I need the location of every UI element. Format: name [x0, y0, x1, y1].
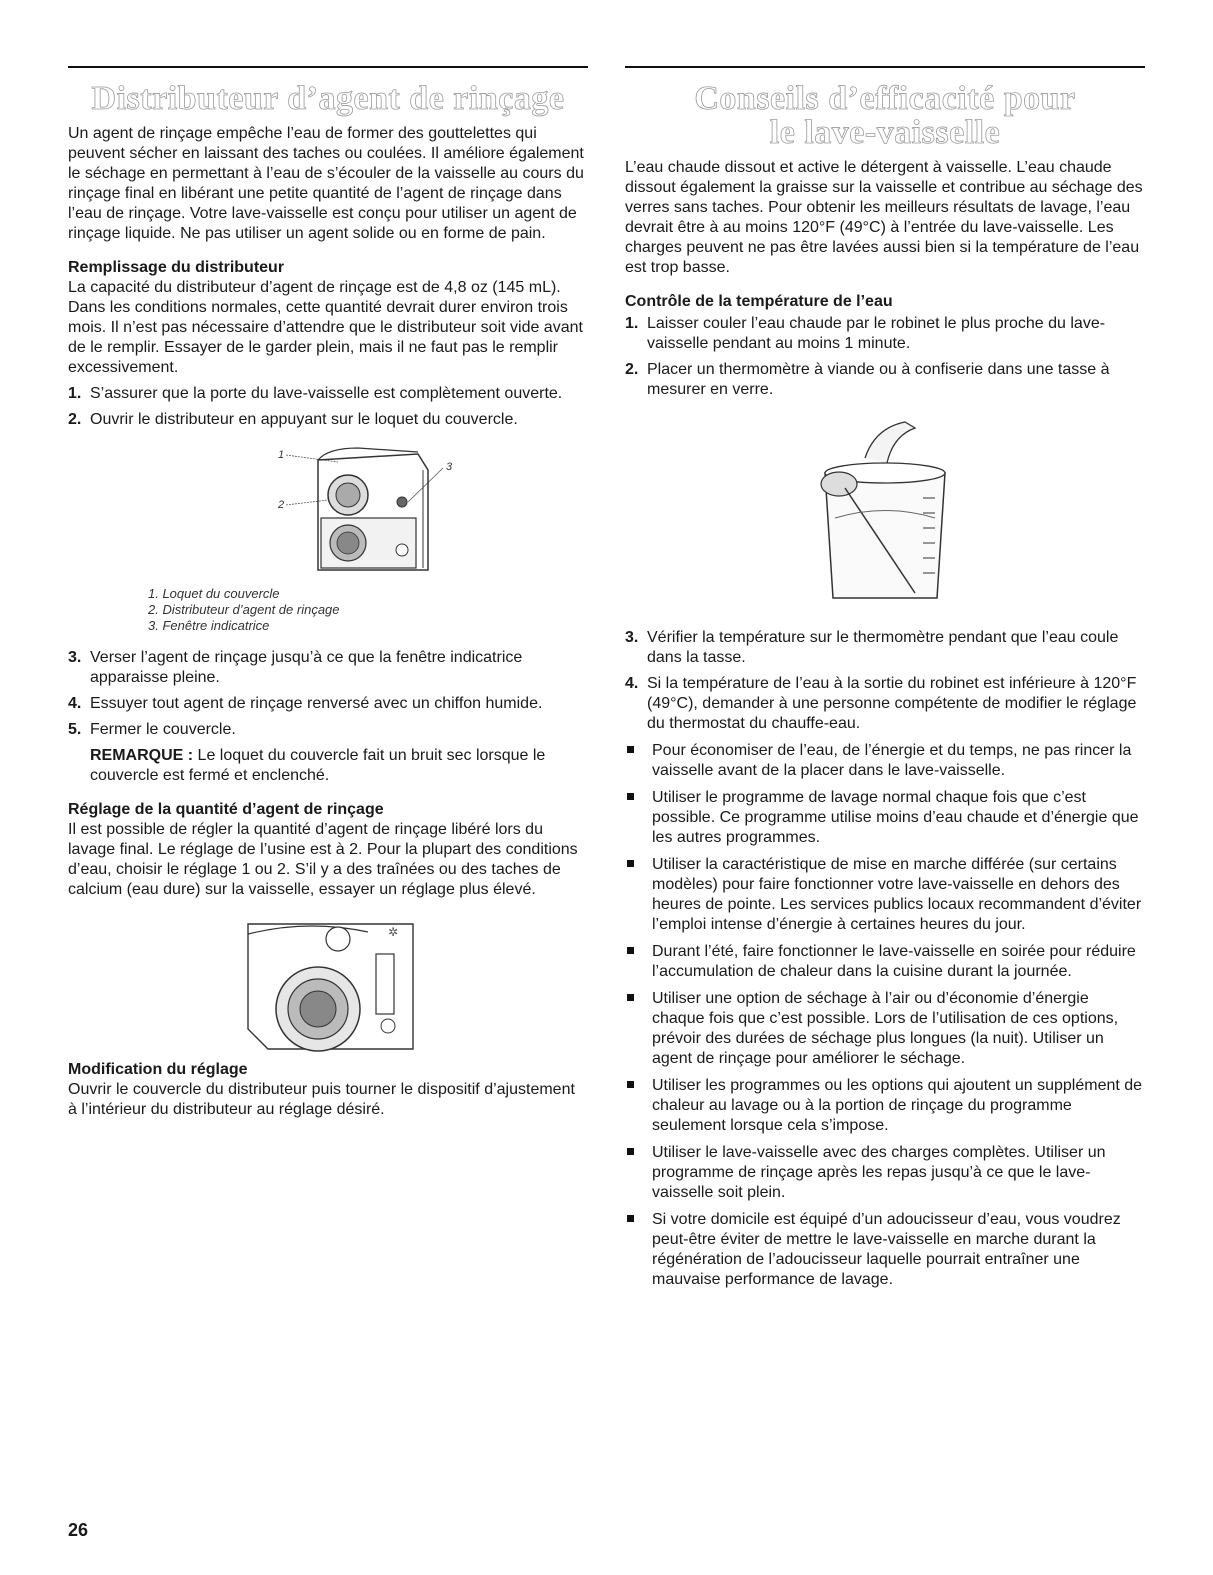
list-item	[625, 741, 1145, 781]
bullet-icon	[625, 1076, 652, 1136]
tip-text: Utiliser le lave-vaisselle avec des charges complètes. Utiliser un programme de rinçage après les repas jusqu’à ce que le lave-vaisselle soit plein.	[652, 1144, 1106, 1201]
tip-text: Utiliser le programme de lavage normal chaque fois que c’est possible. Ce programme utilise moins d’eau chaude et d’énergie que les autres programmes.	[652, 789, 1139, 846]
step-text: Laisser couler l’eau chaude par le robinet le plus proche du lave-vaisselle pendant au moins 1 minute.	[647, 315, 1106, 352]
step-text: Essuyer tout agent de rinçage renversé avec un chiffon humide.	[90, 695, 543, 712]
list-item	[625, 1076, 1145, 1136]
tip-text: Pour économiser de l’eau, de l’énergie et du temps, ne pas rincer la vaisselle avant de la placer dans le lave-vaisselle.	[652, 742, 1132, 779]
fill-heading: Remplissage du distributeur	[68, 259, 285, 276]
note	[68, 746, 588, 786]
list-item	[68, 720, 588, 740]
list-item	[625, 855, 1145, 935]
step-text: Placer un thermomètre à viande ou à confiserie dans une tasse à mesurer en verre.	[647, 361, 1110, 398]
bullet-icon	[625, 741, 652, 781]
legend-item: 3. Fenêtre indicatrice	[148, 618, 270, 633]
rinse-aid-dispenser-illustration	[178, 440, 478, 580]
adjust-text: Il est possible de régler la quantité d’agent de rinçage libéré lors du lavage final. Le réglage de l’usine est à 2. Pour la plupart des conditions d’eau, choisir le réglage 1 ou 2. S’il y a des traînées ou des taches de calcium (eau dure) sur la vaisselle, essayer un réglage plus élevé.	[68, 821, 578, 898]
fill-steps	[68, 384, 588, 430]
step-number: 2.	[68, 411, 82, 428]
tip-text: Durant l’été, faire fonctionner le lave-vaisselle en soirée pour réduire l’accumulation de chaleur dans la cuisine durant la journée.	[652, 943, 1136, 980]
rinse-aid-setting-dial-illustration	[228, 914, 428, 1054]
list-item	[625, 628, 1145, 668]
list-item	[625, 788, 1145, 848]
fill-steps-continued	[68, 648, 588, 740]
fill-text: La capacité du distributeur d’agent de rinçage est de 4,8 oz (145 mL). Dans les conditions normales, cette quantité devrait durer environ trois mois. Il n’est pas nécessaire d’attendre que le distributeur soit vide avant de le remplir. Essayer de le garder plein, mais il ne faut pas le remplir excessivement.	[68, 279, 583, 376]
bullet-icon	[625, 788, 652, 848]
tip-text: Utiliser les programmes ou les options qui ajoutent un supplément de chaleur au lavage ou à la portion de rinçage du programme seulement lorsque cela s’impose.	[652, 1077, 1143, 1134]
measuring-cup-thermometer-illustration	[805, 418, 965, 608]
tip-text: Si votre domicile est équipé d’un adoucisseur d’eau, vous voudrez peut-être éviter de mettre le lave-vaisselle en marche durant la régénération de l’adoucisseur laquelle pourrait entraîner une mauvaise performance de lavage.	[652, 1211, 1121, 1288]
right-column	[625, 66, 1145, 1290]
page-number: 26	[68, 1520, 89, 1540]
step-number: 1.	[625, 315, 639, 332]
bullet-icon	[625, 1143, 652, 1203]
left-column	[68, 66, 588, 1120]
step-text: Fermer le couvercle.	[90, 721, 236, 738]
efficiency-intro: L’eau chaude dissout et active le détergent à vaisselle. L’eau chaude dissout également la graisse sur la vaisselle et contribue au séchage des verres sans taches. Pour obtenir les meilleurs résultats de lavage, l’eau devrait être à au moins 120°F (49°C) à l’entrée du lave-vaisselle. Les charges peuvent ne pas être lavées aussi bien si la température de l’eau est trop basse.	[625, 159, 1143, 276]
temp-heading: Contrôle de la température de l’eau	[625, 293, 893, 310]
bullet-icon	[625, 855, 652, 935]
step-number: 1.	[68, 385, 82, 402]
bullet-icon	[625, 942, 652, 982]
list-item	[625, 942, 1145, 982]
rinse-aid-intro: Un agent de rinçage empêche l’eau de former des gouttelettes qui peuvent sécher en laissant des taches ou coulées. Il améliore également le séchage en permettant à l’eau de s’écouler de la vaisselle au cours du rinçage final en libérant une petite quantité de l’agent de rinçage dans l’eau de rinçage. Votre lave-vaisselle est conçu pour utiliser un agent de rinçage liquide. Ne pas utiliser un agent solide ou en forme de pain.	[68, 125, 584, 242]
section-rule	[68, 66, 588, 68]
list-item	[625, 314, 1145, 354]
callout-1: 1	[278, 449, 285, 461]
temp-steps-continued	[625, 628, 1145, 734]
step-number: 4.	[625, 675, 639, 692]
list-item	[625, 360, 1145, 400]
callout-3: 3	[446, 461, 453, 473]
modify-heading: Modification du réglage	[68, 1061, 248, 1078]
modify-text: Ouvrir le couvercle du distributeur puis tourner le dispositif d’ajustement à l’intérieur du distributeur au réglage désiré.	[68, 1081, 575, 1118]
bullet-icon	[625, 989, 652, 1069]
tip-text: Utiliser une option de séchage à l’air ou d’économie d’énergie chaque fois que c’est possible. Lors de l’utilisation de ces options, prévoir des durées de séchage plus longues (la nuit). Utiliser un agent de rinçage pour améliorer le séchage.	[652, 990, 1119, 1067]
title-line-2: le lave-vaisselle	[769, 114, 1001, 151]
step-text: Ouvrir le distributeur en appuyant sur le loquet du couvercle.	[90, 411, 518, 428]
list-item	[68, 384, 588, 404]
title-line-1: Conseils d’efficacité pour	[694, 80, 1076, 117]
adjust-heading: Réglage de la quantité d’agent de rinçage	[68, 801, 384, 818]
list-item	[625, 1210, 1145, 1290]
step-number: 5.	[68, 721, 82, 738]
step-number: 3.	[625, 629, 639, 646]
list-item	[625, 674, 1145, 734]
note-text: Le loquet du couvercle fait un bruit sec lorsque le couvercle est fermé et enclenché.	[90, 747, 546, 784]
note-label: REMARQUE :	[90, 747, 194, 764]
list-item	[625, 989, 1145, 1069]
tip-text: Utiliser la caractéristique de mise en marche différée (sur certains modèles) pour faire fonctionner votre lave-vaisselle en dehors des heures de pointe. Les services publics locaux recommandent d’éviter l’emploi intense d’énergie à certaines heures du jour.	[652, 856, 1142, 933]
step-text: Si la température de l’eau à la sortie du robinet est inférieure à 120°F (49°C), demander à une personne compétente de modifier le réglage du thermostat du chauffe-eau.	[647, 675, 1137, 732]
section-title-efficiency	[625, 82, 1145, 150]
list-item	[68, 694, 588, 714]
legend-item: 2. Distributeur d’agent de rinçage	[148, 602, 340, 617]
section-rule	[625, 66, 1145, 68]
step-number: 3.	[68, 649, 82, 666]
list-item	[625, 1143, 1145, 1203]
figure-legend	[148, 586, 588, 634]
legend-item: 1. Loquet du couvercle	[148, 586, 280, 601]
step-text: Verser l’agent de rinçage jusqu’à ce que la fenêtre indicatrice apparaisse pleine.	[90, 649, 523, 686]
step-text: Vérifier la température sur le thermomètre pendant que l’eau coule dans la tasse.	[647, 629, 1119, 666]
section-title-rinse-aid: Distributeur d’agent de rinçage	[91, 80, 565, 117]
list-item	[68, 410, 588, 430]
sun-icon: ✲	[388, 925, 399, 939]
efficiency-tips	[625, 741, 1145, 1290]
step-number: 4.	[68, 695, 82, 712]
callout-2: 2	[278, 499, 285, 511]
temp-steps	[625, 314, 1145, 400]
step-text: S’assurer que la porte du lave-vaisselle est complètement ouverte.	[90, 385, 563, 402]
bullet-icon	[625, 1210, 652, 1290]
step-number: 2.	[625, 361, 639, 378]
list-item	[68, 648, 588, 688]
